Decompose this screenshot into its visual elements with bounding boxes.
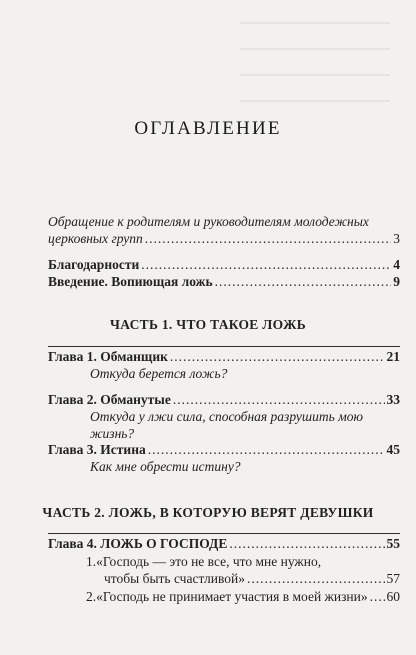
toc-entry-chapter-4[interactable] bbox=[48, 535, 400, 552]
leader-dots bbox=[247, 571, 385, 587]
chapter-subtitle: Откуда у лжи сила, способная разрушить мою жизнь? bbox=[90, 409, 363, 441]
leader-dots bbox=[370, 588, 385, 605]
toc-page-number: 4 bbox=[393, 257, 400, 272]
toc-entry-acknowledgements[interactable] bbox=[48, 256, 400, 273]
toc-page-number: 60 bbox=[386, 589, 400, 604]
toc-page-number: 55 bbox=[386, 536, 400, 551]
toc-page-number: 21 bbox=[386, 349, 400, 364]
leader-dots bbox=[148, 441, 385, 458]
bleed-through-mark bbox=[240, 100, 390, 102]
toc-entry-label: Глава 1. Обманщик bbox=[48, 349, 168, 364]
leader-dots bbox=[141, 256, 391, 273]
page-title: ОГЛАВЛЕНИЕ bbox=[134, 118, 282, 139]
chapter-subtitle: Как мне обрести истину? bbox=[90, 459, 241, 474]
toc-page-number: 9 bbox=[393, 274, 400, 289]
toc-item-1-line1: 1.«Господь — это не все, что мне нужно, bbox=[86, 554, 322, 569]
bleed-through-mark bbox=[240, 48, 390, 50]
toc-page-number: 45 bbox=[386, 442, 400, 457]
toc-entry-appeal-line1: Обращение к родителям и руководителям молодежных bbox=[48, 214, 369, 229]
toc-entry-label: Глава 2. Обманутые bbox=[48, 392, 171, 407]
toc-entry-label: чтобы быть счастливой» bbox=[104, 571, 245, 586]
toc-entry-appeal[interactable] bbox=[48, 230, 400, 247]
leader-dots bbox=[229, 535, 384, 552]
leader-dots bbox=[215, 273, 392, 290]
toc-entry-label: Глава 3. Истина bbox=[48, 442, 146, 457]
bleed-through-mark bbox=[240, 74, 390, 76]
toc-page-number: 33 bbox=[386, 392, 400, 407]
part-heading: ЧАСТЬ 1. ЧТО ТАКОЕ ЛОЖЬ bbox=[110, 317, 306, 332]
toc-entry-label: Введение. Вопиющая ложь bbox=[48, 274, 213, 289]
leader-dots bbox=[145, 230, 391, 247]
divider bbox=[48, 346, 400, 347]
toc-item-2[interactable] bbox=[86, 588, 400, 605]
part-heading: ЧАСТЬ 2. ЛОЖЬ, В КОТОРУЮ ВЕРЯТ ДЕВУШКИ bbox=[42, 505, 374, 520]
toc-entry-chapter-3[interactable] bbox=[48, 441, 400, 458]
toc-entry-label: 2.«Господь не принимает участия в моей жизни» bbox=[86, 589, 368, 604]
bleed-through-mark bbox=[240, 22, 390, 24]
leader-dots bbox=[170, 348, 385, 365]
chapter-subtitle: Откуда берется ложь? bbox=[90, 366, 228, 381]
toc-entry-label: церковных групп bbox=[48, 231, 143, 246]
toc-page-number: 57 bbox=[386, 571, 400, 586]
toc-entry-label: Глава 4. ЛОЖЬ О ГОСПОДЕ bbox=[48, 536, 228, 551]
divider bbox=[48, 533, 400, 534]
toc-entry-label: Благодарности bbox=[48, 257, 140, 272]
toc-entry-chapter-1[interactable] bbox=[48, 348, 400, 365]
leader-dots bbox=[173, 391, 385, 408]
toc-entry-chapter-2[interactable] bbox=[48, 391, 400, 408]
toc-entry-introduction[interactable] bbox=[48, 273, 400, 290]
toc-item-1[interactable] bbox=[104, 571, 400, 587]
toc-page-number: 3 bbox=[393, 231, 400, 246]
